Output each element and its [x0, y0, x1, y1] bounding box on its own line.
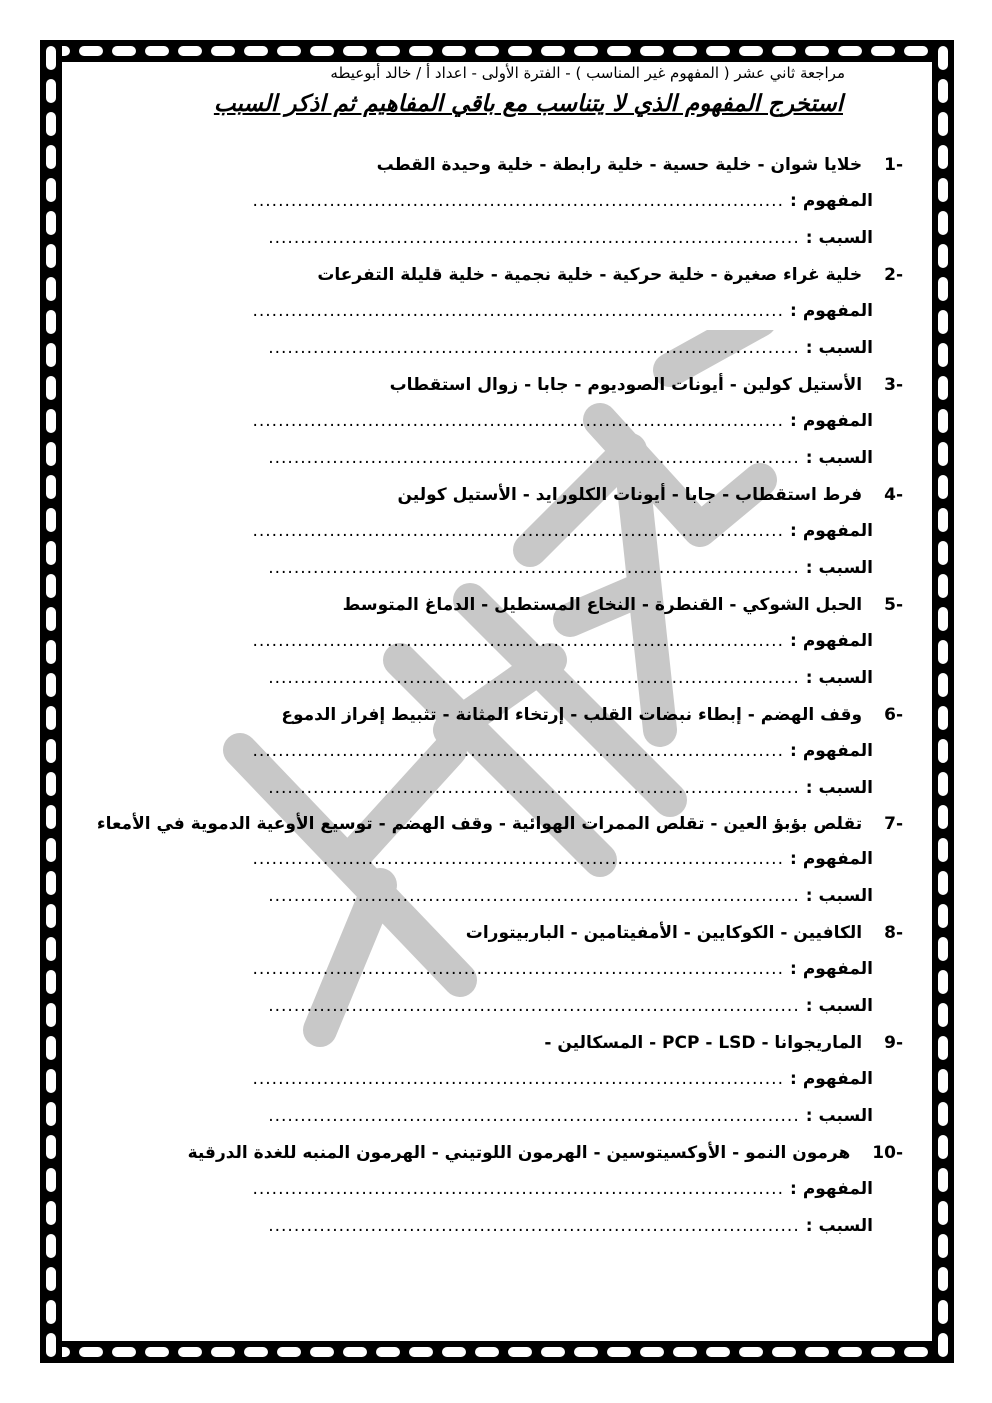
- chain-link: [938, 1168, 948, 1192]
- chain-link: [46, 1069, 56, 1093]
- colon: :: [790, 631, 797, 651]
- question-text: [95, 477, 905, 513]
- colon: :: [790, 191, 797, 211]
- question-text: [95, 1135, 905, 1171]
- concept-label: المفهوم: [802, 411, 873, 431]
- chain-link: [46, 739, 56, 763]
- concept-label: المفهوم: [802, 301, 873, 321]
- concept-label: المفهوم: [802, 741, 873, 761]
- concept-answer-line[interactable]: [95, 513, 905, 550]
- chain-link: [46, 244, 56, 268]
- concept-label: المفهوم: [802, 521, 873, 541]
- question-text: [95, 587, 905, 623]
- chain-link: [409, 1347, 433, 1357]
- border-top: [40, 40, 954, 62]
- concept-answer-line[interactable]: [95, 951, 905, 988]
- chain-link: [938, 1300, 948, 1324]
- question-text: [95, 257, 905, 293]
- chain-link: [178, 46, 202, 56]
- reason-answer-line[interactable]: [95, 878, 905, 915]
- chain-link: [904, 1347, 928, 1357]
- chain-link: [938, 244, 948, 268]
- reason-answer-line[interactable]: [95, 220, 905, 257]
- concept-label: المفهوم: [802, 191, 873, 211]
- chain-link: [46, 211, 56, 235]
- chain-link: [673, 46, 697, 56]
- question-concepts: وقف الهضم - إبطاء نبضات القلب - إرتخاء المثانة - تثبيط إفراز الدموع: [281, 705, 863, 725]
- reason-blank[interactable]: ...................................................................................: [268, 1106, 800, 1126]
- question-number: -3: [884, 375, 903, 395]
- concept-blank[interactable]: ...................................................................................: [252, 521, 784, 541]
- chain-link: [938, 1003, 948, 1027]
- reason-blank[interactable]: ...................................................................................: [268, 668, 800, 688]
- concept-answer-line[interactable]: [95, 733, 905, 770]
- reason-label: السبب: [818, 996, 873, 1016]
- chain-link: [46, 145, 56, 169]
- question-text: [95, 367, 905, 403]
- question-text: [95, 147, 905, 183]
- chain-link: [46, 1036, 56, 1060]
- chain-link: [938, 574, 948, 598]
- colon: :: [805, 448, 813, 468]
- chain-link: [277, 46, 301, 56]
- question-number: -8: [884, 923, 903, 943]
- question-concepts: الأستيل كولين - أيونات الصوديوم - جابا - زوال استقطاب: [389, 375, 863, 395]
- chain-link: [343, 1347, 367, 1357]
- chain-link: [739, 46, 763, 56]
- question-concepts: الكافيين - الكوكايين - الأمفيتامين - الباربيتورات: [465, 923, 863, 943]
- chain-link: [508, 1347, 532, 1357]
- chain-link: [475, 1347, 499, 1357]
- concept-label: المفهوم: [802, 849, 873, 869]
- concept-blank[interactable]: ...................................................................................: [252, 631, 784, 651]
- chain-link: [938, 805, 948, 829]
- chain-link: [46, 376, 56, 400]
- reason-label: السبب: [818, 778, 873, 798]
- chain-link: [938, 1102, 948, 1126]
- chain-link: [46, 970, 56, 994]
- chain-link: [838, 46, 862, 56]
- chain-link: [442, 46, 466, 56]
- reason-answer-line[interactable]: [95, 330, 905, 367]
- chain-link: [46, 1234, 56, 1258]
- question-number: -10: [872, 1143, 903, 1163]
- colon: :: [805, 558, 813, 578]
- chain-link: [46, 178, 56, 202]
- chain-link: [46, 475, 56, 499]
- chain-link: [46, 1102, 56, 1126]
- chain-link: [46, 541, 56, 565]
- colon: :: [790, 301, 797, 321]
- chain-link: [277, 1347, 301, 1357]
- reason-blank[interactable]: ...................................................................................: [268, 338, 800, 358]
- chain-link: [46, 1300, 56, 1324]
- colon: :: [805, 778, 813, 798]
- question-item: [95, 477, 905, 587]
- question-text: [95, 1025, 905, 1061]
- chain-link: [211, 46, 235, 56]
- question-text: [95, 915, 905, 951]
- chain-link: [938, 937, 948, 961]
- colon: :: [805, 1106, 813, 1126]
- chain-link: [938, 739, 948, 763]
- question-item: [95, 147, 905, 257]
- chain-link: [938, 640, 948, 664]
- reason-label: السبب: [818, 228, 873, 248]
- question-item: [95, 807, 905, 915]
- chain-link: [244, 1347, 268, 1357]
- chain-link: [938, 310, 948, 334]
- chain-link: [310, 1347, 334, 1357]
- chain-border-top: [40, 40, 954, 62]
- chain-link: [938, 1069, 948, 1093]
- chain-border-left: [40, 40, 62, 1363]
- concept-blank[interactable]: ...................................................................................: [252, 959, 784, 979]
- question-concepts: خلايا شوان - خلية حسية - خلية رابطة - خلية وحيدة القطب: [376, 155, 863, 175]
- concept-answer-line[interactable]: [95, 293, 905, 330]
- question-concepts: الماريجوانا - PCP - LSD - المسكالين -: [544, 1033, 863, 1053]
- question-concepts: الحبل الشوكي - القنطرة - النخاع المستطيل - الدماغ المتوسط: [342, 595, 863, 615]
- chain-link: [376, 46, 400, 56]
- chain-link: [938, 1234, 948, 1258]
- colon: :: [805, 228, 813, 248]
- question-item: [95, 257, 905, 367]
- question-number: -1: [884, 155, 903, 175]
- chain-link: [79, 1347, 103, 1357]
- chain-link: [46, 79, 56, 103]
- reason-label: السبب: [818, 1106, 873, 1126]
- question-text: [95, 697, 905, 733]
- concept-answer-line[interactable]: [95, 1061, 905, 1098]
- chain-border-right: [932, 40, 954, 1363]
- chain-link: [211, 1347, 235, 1357]
- chain-link: [145, 46, 169, 56]
- chain-link: [46, 640, 56, 664]
- question-item: [95, 697, 905, 807]
- reason-blank[interactable]: ...................................................................................: [268, 996, 800, 1016]
- chain-link: [938, 871, 948, 895]
- chain-link: [938, 112, 948, 136]
- question-text: [95, 807, 905, 841]
- reason-blank[interactable]: ...................................................................................: [268, 448, 800, 468]
- chain-link: [871, 46, 895, 56]
- concept-blank[interactable]: ...................................................................................: [252, 1179, 784, 1199]
- concept-blank[interactable]: ...................................................................................: [252, 411, 784, 431]
- reason-label: السبب: [818, 448, 873, 468]
- reason-blank[interactable]: ...................................................................................: [268, 558, 800, 578]
- chain-link: [706, 46, 730, 56]
- chain-link: [574, 46, 598, 56]
- chain-link: [46, 442, 56, 466]
- chain-link: [541, 1347, 565, 1357]
- chain-link: [772, 1347, 796, 1357]
- chain-link: [640, 1347, 664, 1357]
- colon: :: [790, 741, 797, 761]
- chain-link: [938, 541, 948, 565]
- reason-label: السبب: [818, 558, 873, 578]
- question-item: [95, 1135, 905, 1245]
- border-right: [932, 40, 954, 1363]
- chain-link: [46, 607, 56, 631]
- chain-link: [46, 937, 56, 961]
- chain-link: [46, 1201, 56, 1225]
- question-number: -6: [884, 705, 903, 725]
- chain-link: [805, 1347, 829, 1357]
- chain-link: [46, 409, 56, 433]
- question-item: [95, 587, 905, 697]
- question-concepts: خلية غراء صغيرة - خلية حركية - خلية نجمية - خلية قليلة التفرعات: [317, 265, 863, 285]
- chain-link: [772, 46, 796, 56]
- question-concepts: فرط استقطاب - جابا - أيونات الكلورايد - الأستيل كولين: [397, 485, 863, 505]
- question-item: [95, 367, 905, 477]
- chain-link: [46, 673, 56, 697]
- chain-link: [46, 574, 56, 598]
- reason-answer-line[interactable]: [95, 660, 905, 697]
- chain-link: [46, 310, 56, 334]
- chain-link: [541, 46, 565, 56]
- chain-link: [938, 46, 948, 70]
- chain-link: [46, 112, 56, 136]
- chain-link: [46, 1267, 56, 1291]
- chain-link: [46, 772, 56, 796]
- chain-link: [938, 178, 948, 202]
- colon: :: [805, 886, 813, 906]
- chain-link: [46, 838, 56, 862]
- question-concepts: هرمون النمو - الأوكسيتوسين - الهرمون اللوتيني - الهرمون المنبه للغدة الدرقية: [187, 1143, 851, 1163]
- chain-link: [938, 607, 948, 631]
- chain-link: [46, 343, 56, 367]
- chain-link: [112, 1347, 136, 1357]
- chain-link: [938, 409, 948, 433]
- chain-link: [673, 1347, 697, 1357]
- chain-link: [938, 772, 948, 796]
- chain-border-bottom: [40, 1341, 954, 1363]
- chain-link: [805, 46, 829, 56]
- chain-link: [145, 1347, 169, 1357]
- chain-link: [46, 508, 56, 532]
- chain-link: [706, 1347, 730, 1357]
- reason-label: السبب: [818, 1216, 873, 1236]
- chain-link: [46, 706, 56, 730]
- reason-blank[interactable]: ...................................................................................: [268, 228, 800, 248]
- concept-answer-line[interactable]: [95, 183, 905, 220]
- chain-link: [607, 46, 631, 56]
- concept-label: المفهوم: [802, 1179, 873, 1199]
- reason-answer-line[interactable]: [95, 1208, 905, 1245]
- border-left: [40, 40, 62, 1363]
- chain-link: [607, 1347, 631, 1357]
- chain-link: [409, 46, 433, 56]
- reason-blank[interactable]: ...................................................................................: [268, 886, 800, 906]
- chain-link: [938, 1135, 948, 1159]
- concept-blank[interactable]: ...................................................................................: [252, 301, 784, 321]
- concept-blank[interactable]: ...................................................................................: [252, 741, 784, 761]
- chain-link: [938, 673, 948, 697]
- chain-link: [46, 904, 56, 928]
- reason-answer-line[interactable]: [95, 988, 905, 1025]
- concept-answer-line[interactable]: [95, 1171, 905, 1208]
- chain-link: [508, 46, 532, 56]
- question-number: -2: [884, 265, 903, 285]
- concept-answer-line[interactable]: [95, 623, 905, 660]
- colon: :: [805, 668, 813, 688]
- question-concepts: تقلص بؤبؤ العين - تقلص الممرات الهوائية - وقف الهضم - توسيع الأوعية الدموية في الأمعاء: [96, 814, 863, 834]
- colon: :: [790, 1069, 797, 1089]
- chain-link: [871, 1347, 895, 1357]
- reason-answer-line[interactable]: [95, 1098, 905, 1135]
- chain-link: [938, 508, 948, 532]
- chain-link: [244, 46, 268, 56]
- concept-label: المفهوم: [802, 631, 873, 651]
- chain-link: [938, 376, 948, 400]
- question-item: [95, 1025, 905, 1135]
- chain-link: [938, 838, 948, 862]
- reason-label: السبب: [818, 668, 873, 688]
- reason-answer-line[interactable]: [95, 550, 905, 587]
- chain-link: [46, 805, 56, 829]
- chain-link: [46, 277, 56, 301]
- chain-link: [938, 442, 948, 466]
- chain-link: [343, 46, 367, 56]
- concept-answer-line[interactable]: [95, 841, 905, 878]
- chain-link: [938, 706, 948, 730]
- chain-link: [938, 1201, 948, 1225]
- colon: :: [790, 521, 797, 541]
- question-number: -4: [884, 485, 903, 505]
- chain-link: [46, 1168, 56, 1192]
- colon: :: [790, 1179, 797, 1199]
- chain-link: [938, 211, 948, 235]
- chain-link: [46, 46, 56, 70]
- concept-blank[interactable]: ...................................................................................: [252, 849, 784, 869]
- chain-link: [938, 970, 948, 994]
- chain-link: [938, 475, 948, 499]
- concept-blank[interactable]: ...................................................................................: [252, 191, 784, 211]
- reason-answer-line[interactable]: [95, 770, 905, 807]
- colon: :: [805, 1216, 813, 1236]
- chain-link: [739, 1347, 763, 1357]
- chain-link: [938, 1036, 948, 1060]
- reason-blank[interactable]: ...................................................................................: [268, 1216, 800, 1236]
- colon: :: [790, 849, 797, 869]
- question-number: -5: [884, 595, 903, 615]
- concept-label: المفهوم: [802, 959, 873, 979]
- chain-link: [442, 1347, 466, 1357]
- chain-link: [938, 1333, 948, 1357]
- colon: :: [790, 959, 797, 979]
- worksheet: [95, 62, 905, 1322]
- chain-link: [938, 343, 948, 367]
- colon: :: [805, 338, 813, 358]
- chain-link: [178, 1347, 202, 1357]
- chain-link: [376, 1347, 400, 1357]
- chain-link: [310, 46, 334, 56]
- chain-link: [640, 46, 664, 56]
- page-title: استخرج المفهوم الذي لا يتناسب مع باقي المفاهيم ثم اذكر السبب: [213, 90, 843, 117]
- chain-link: [938, 1267, 948, 1291]
- chain-link: [46, 871, 56, 895]
- reason-blank[interactable]: ...................................................................................: [268, 778, 800, 798]
- chain-link: [938, 904, 948, 928]
- question-list: [95, 147, 905, 1245]
- question-item: [95, 915, 905, 1025]
- concept-answer-line[interactable]: [95, 403, 905, 440]
- chain-link: [475, 46, 499, 56]
- reason-answer-line[interactable]: [95, 440, 905, 477]
- chain-link: [46, 1135, 56, 1159]
- chain-link: [46, 1003, 56, 1027]
- colon: :: [805, 996, 813, 1016]
- chain-link: [574, 1347, 598, 1357]
- chain-link: [938, 79, 948, 103]
- chain-link: [904, 46, 928, 56]
- reason-label: السبب: [818, 886, 873, 906]
- colon: :: [790, 411, 797, 431]
- concept-blank[interactable]: ...................................................................................: [252, 1069, 784, 1089]
- border-bottom: [40, 1341, 954, 1363]
- chain-link: [838, 1347, 862, 1357]
- chain-link: [79, 46, 103, 56]
- reason-label: السبب: [818, 338, 873, 358]
- chain-link: [938, 145, 948, 169]
- chain-link: [938, 277, 948, 301]
- question-number: -9: [884, 1033, 903, 1053]
- question-number: -7: [884, 814, 903, 834]
- header-info: مراجعة ثاني عشر ( المفهوم غير المناسب ) - الفترة الأولى - اعداد أ / خالد أبوعيطه: [330, 64, 845, 82]
- chain-link: [112, 46, 136, 56]
- concept-label: المفهوم: [802, 1069, 873, 1089]
- chain-link: [46, 1333, 56, 1357]
